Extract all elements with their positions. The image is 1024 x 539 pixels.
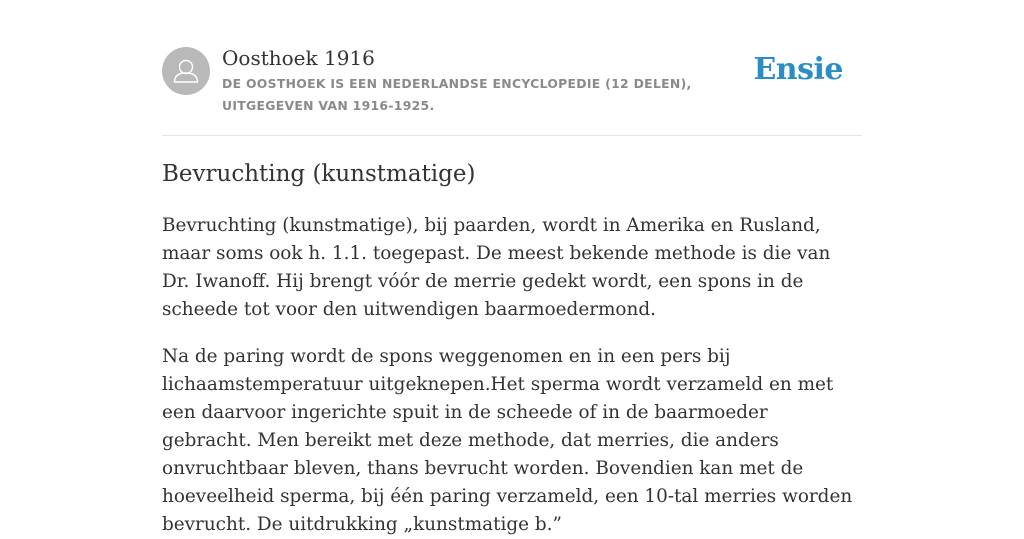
source-title[interactable]: Oosthoek 1916: [222, 46, 375, 70]
source-description: DE OOSTHOEK IS EEN NEDERLANDSE ENCYCLOPEDIE (12 DELEN), UITGEGEVEN VAN 1916-1925.: [222, 76, 692, 113]
header-divider: [162, 135, 862, 136]
user-avatar-icon[interactable]: [162, 47, 210, 95]
ensie-logo[interactable]: Ensie: [753, 52, 843, 87]
entry-paragraph: Na de paring wordt de spons weggenomen en in een pers bij lichaamstemperatuur uitgeknepen.Het sperma wordt verzameld en met een daarvoor ingerichte spuit in de scheede of in de baarmoeder gebracht. Men bereikt met deze methode, dat merries, die anders onvruchtbaar bleven, thans bevrucht worden. Bovendien kan met de hoeveelheid sperma, bij één paring verzameld, een 10-tal merries worden bevrucht. De uitdrukking „kunstmatige b.”: [162, 346, 853, 535]
entry-paragraph: Bevruchting (kunstmatige), bij paarden, wordt in Amerika en Rusland, maar soms ook h. 1.1. toegepast. De meest bekende methode is die van Dr. Iwanoff. Hij brengt vóór de merrie gedekt wordt, een spons in de scheede tot voor den uitwendigen baarmoedermond.: [162, 215, 831, 320]
person-outline-icon: [162, 47, 210, 95]
entry-title: Bevruchting (kunstmatige): [162, 161, 476, 187]
source-header: [162, 46, 862, 118]
